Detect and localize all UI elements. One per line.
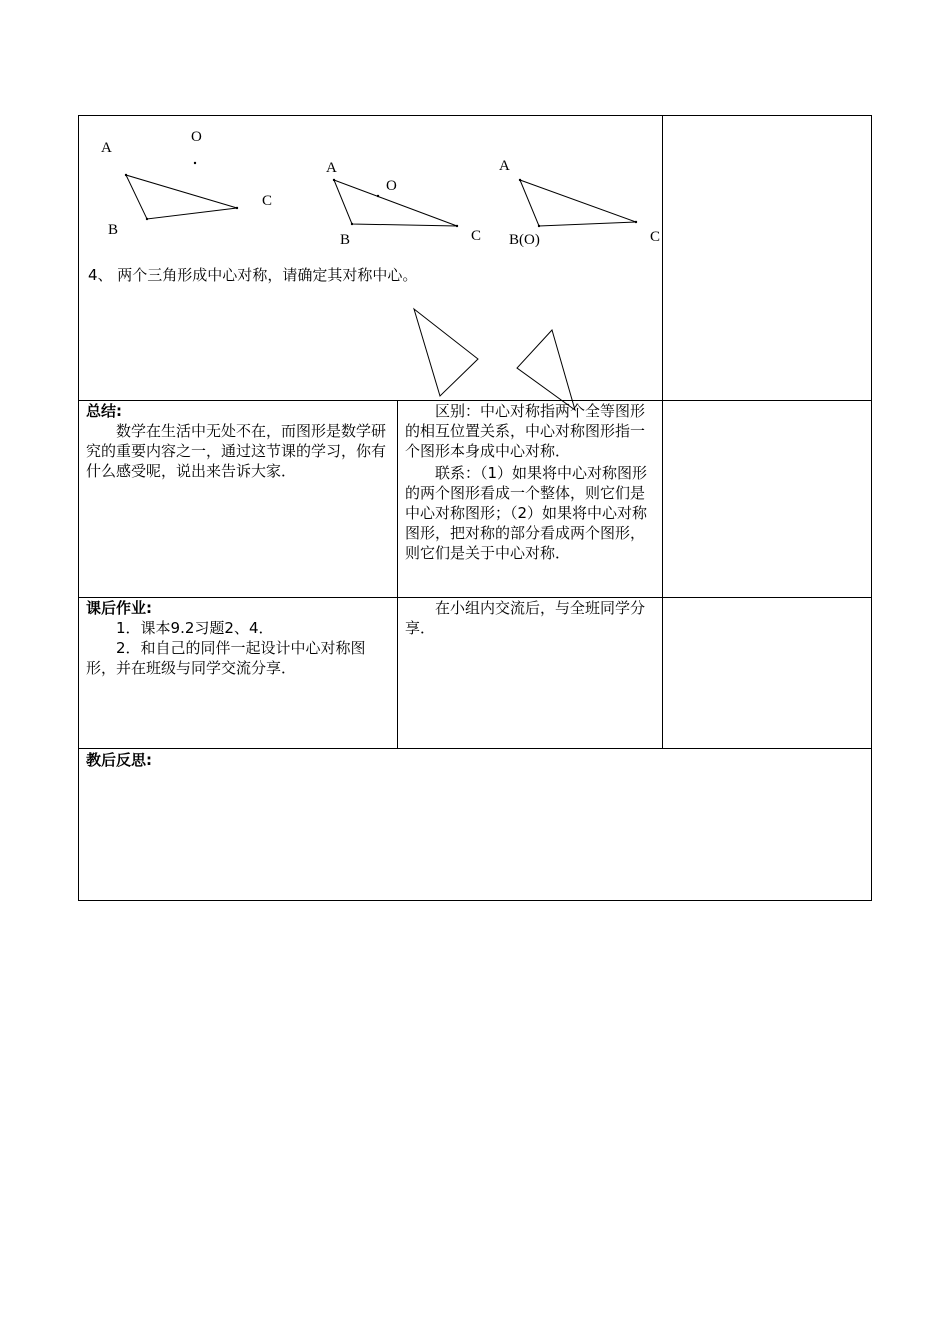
row-divider-3 xyxy=(78,748,872,749)
question-4: 4、 两个三角形成中心对称，请确定其对称中心。 xyxy=(88,266,418,284)
summary-body: 数学在生活中无处不在，而图形是数学研究的重要内容之一，通过这节课的学习，你有什么感受呢，说出来告诉大家． xyxy=(86,422,387,480)
summary-cell xyxy=(86,401,392,481)
label-c-3: C xyxy=(650,229,661,245)
homework-response-cell xyxy=(405,598,655,638)
homework-cell xyxy=(86,598,392,678)
symmetric-triangle-right xyxy=(517,330,575,410)
label-bo-3: B(O) xyxy=(509,232,540,248)
homework-response: 在小组内交流后，与全班同学分享． xyxy=(405,599,646,637)
homework-item-2: 2．和自己的同伴一起设计中心对称图形，并在班级与同学交流分享． xyxy=(86,639,366,677)
label-b-2: B xyxy=(340,232,351,248)
triangle-figures xyxy=(0,0,950,420)
point-o-1 xyxy=(194,162,196,164)
homework-item-1: 1．课本9.2习题2、4． xyxy=(116,619,274,637)
symmetric-triangle-left xyxy=(414,309,478,396)
column-divider-middle xyxy=(397,400,398,749)
label-c-2: C xyxy=(471,228,482,244)
label-a-2: A xyxy=(326,160,337,176)
reflection-heading: 教后反思: xyxy=(86,751,152,769)
label-c-1: C xyxy=(262,193,273,209)
label-a-3: A xyxy=(499,158,510,174)
label-o-2: O xyxy=(386,178,397,194)
label-a-1: A xyxy=(101,140,112,156)
label-o-1: O xyxy=(191,129,202,145)
connection-text: 联系：（1）如果将中心对称图形的两个图形看成一个整体，则它们是中心对称图形；（2）如果将中心对称图形，把对称的部分看成两个图形，则它们是关于中心对称． xyxy=(405,464,648,562)
homework-heading: 课后作业: xyxy=(86,599,152,617)
table-border-bottom xyxy=(78,900,872,901)
difference-text: 区别：中心对称指两个全等图形的相互位置关系，中心对称图形指一个图形本身成中心对称． xyxy=(405,402,646,460)
point-o-2 xyxy=(377,195,379,197)
triangle-abc-1 xyxy=(126,175,237,219)
summary-response-cell xyxy=(405,401,655,563)
triangle-abc-3 xyxy=(520,180,636,226)
summary-heading: 总结: xyxy=(86,402,122,420)
label-b-1: B xyxy=(108,222,119,238)
